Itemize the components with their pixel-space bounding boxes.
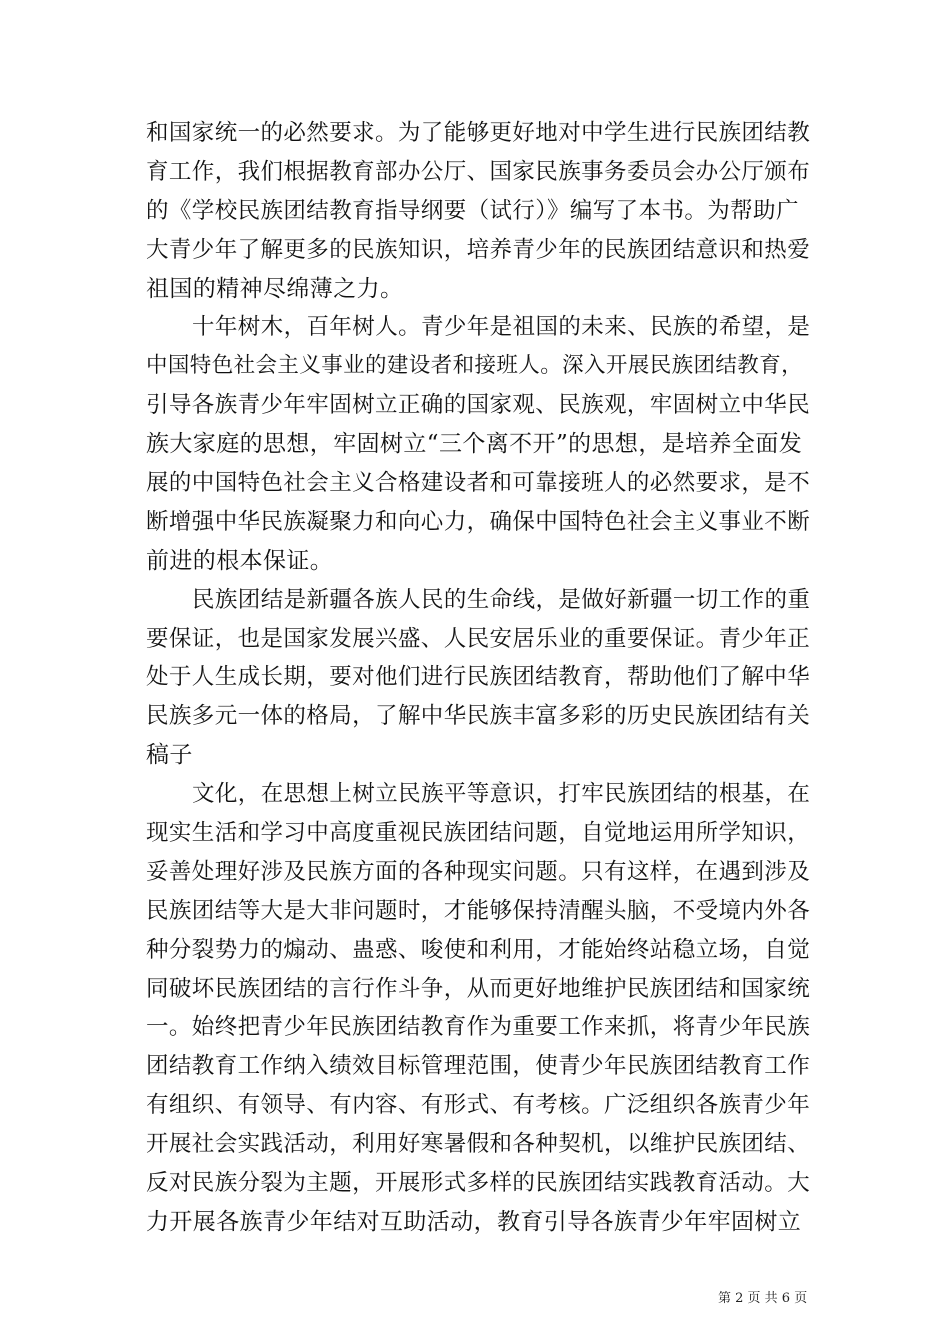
text-line: 断增强中华民族凝聚力和向心力，确保中国特色社会主义事业不断 [146,508,811,535]
text-line: 一。始终把青少年民族团结教育作为重要工作来抓，将青少年民族 [146,1014,811,1041]
text-line: 反对民族分裂为主题，开展形式多样的民族团结实践教育活动。大 [146,1170,811,1197]
page-number-footer: 第 2 页 共 6 页 [718,1291,808,1306]
text-line: 有组织、有领导、有内容、有形式、有考核。广泛组织各族青少年 [146,1092,811,1119]
text-line: 团结教育工作纳入绩效目标管理范围，使青少年民族团结教育工作 [146,1053,811,1080]
text-line: 展的中国特色社会主义合格建设者和可靠接班人的必然要求，是不 [146,470,811,497]
text-line: 的《学校民族团结教育指导纲要（试行）》编写了本书。为帮助广 [146,197,799,224]
text-line: 文化，在思想上树立民族平等意识，打牢民族团结的根基，在 [192,781,811,808]
text-line: 民族团结等大是大非问题时，才能够保持清醒头脑，不受境内外各 [146,897,811,924]
text-line: 育工作，我们根据教育部办公厅、国家民族事务委员会办公厅颁布 [146,158,811,185]
text-line: 现实生活和学习中高度重视民族团结问题，自觉地运用所学知识， [146,820,811,847]
text-line: 同破坏民族团结的言行作斗争，从而更好地维护民族团结和国家统 [146,975,811,1002]
text-line: 力开展各族青少年结对互助活动，教育引导各族青少年牢固树立 [146,1208,802,1235]
text-line: 引导各族青少年牢固树立正确的国家观、民族观，牢固树立中华民 [146,392,811,419]
body-text [146,114,811,1242]
text-line: 大青少年了解更多的民族知识，培养青少年的民族团结意识和热爱 [146,236,811,263]
text-line: 族大家庭的思想，牢固树立“三个离不开”的思想，是培养全面发 [146,431,803,458]
text-line: 稿子 [146,742,193,769]
text-line: 处于人生成长期，要对他们进行民族团结教育，帮助他们了解中华 [146,664,811,691]
text-line: 和国家统一的必然要求。为了能够更好地对中学生进行民族团结教 [146,120,811,146]
text-line: 中国特色社会主义事业的建设者和接班人。深入开展民族团结教育， [146,353,804,379]
text-line: 十年树木，百年树人。青少年是祖国的未来、民族的希望，是 [192,314,811,341]
text-line: 要保证，也是国家发展兴盛、人民安居乐业的重要保证。青少年正 [146,625,811,652]
text-line: 妥善处理好涉及民族方面的各种现实问题。只有这样，在遇到涉及 [146,858,811,885]
text-line: 开展社会实践活动，利用好寒暑假和各种契机，以维护民族团结、 [146,1131,811,1158]
text-line: 民族多元一体的格局，了解中华民族丰富多彩的历史民族团结有关 [146,703,811,730]
text-line: 民族团结是新疆各族人民的生命线，是做好新疆一切工作的重 [192,586,811,613]
text-line: 前进的根本保证。 [146,547,334,574]
text-line: 种分裂势力的煽动、蛊惑、唆使和利用，才能始终站稳立场，自觉 [146,936,811,963]
text-line: 祖国的精神尽绵薄之力。 [146,275,404,302]
